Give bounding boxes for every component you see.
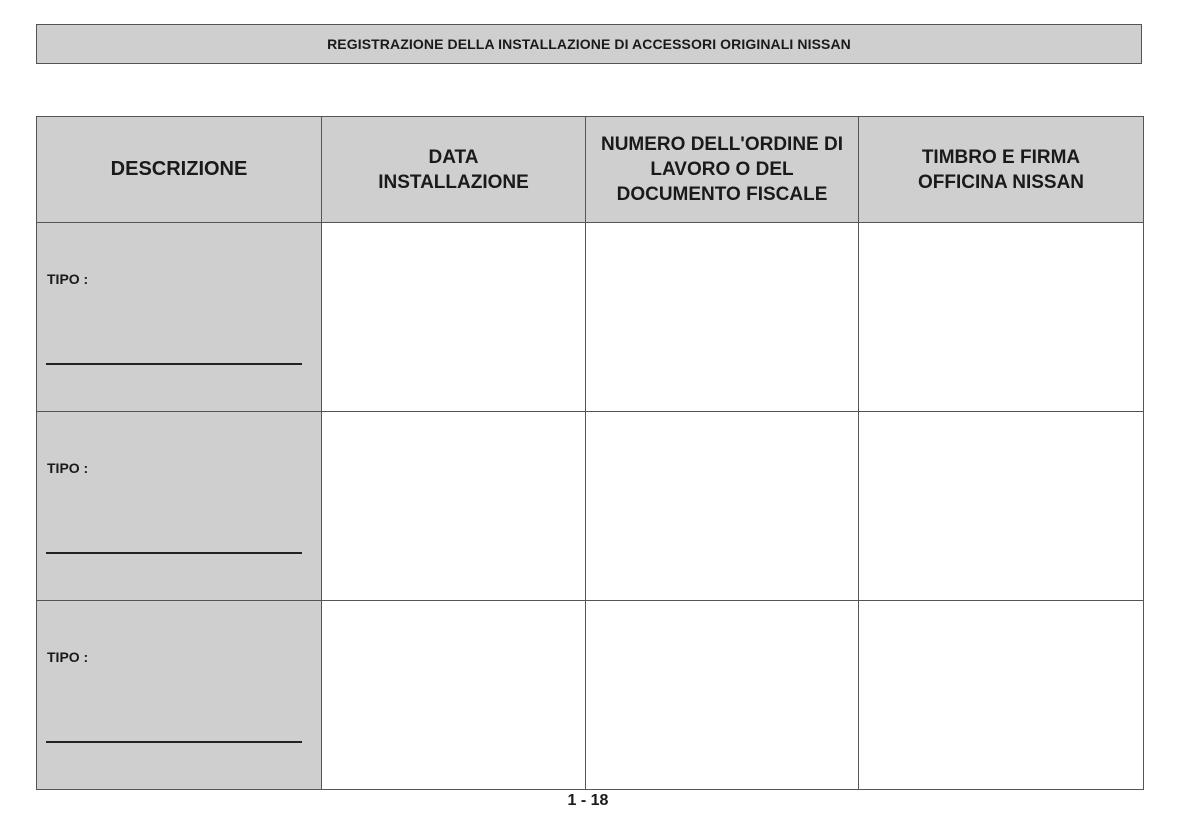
numero-ordine-cell: [586, 223, 859, 412]
document-title: [36, 24, 1142, 64]
timbro-firma-cell: [859, 601, 1144, 790]
data-installazione-cell: [322, 223, 586, 412]
header-numero-ordine: NUMERO DELL'ORDINE DI LAVORO O DEL DOCUMENTO FISCALE: [586, 117, 859, 223]
tipo-write-line: [46, 552, 302, 554]
tipo-write-line: [46, 741, 302, 743]
tipo-label: TIPO :: [47, 649, 89, 665]
page-number: 1 - 18: [567, 792, 609, 809]
header-data-installazione: DATA INSTALLAZIONE: [322, 117, 586, 223]
numero-ordine-cell: [586, 601, 859, 790]
data-installazione-cell: [322, 412, 586, 601]
accessories-installation-table: [36, 116, 1144, 790]
header-descrizione: DESCRIZIONE: [37, 117, 322, 223]
table-row: [37, 412, 1144, 601]
data-installazione-cell: [322, 601, 586, 790]
table-row: [37, 601, 1144, 790]
tipo-write-line: [46, 363, 302, 365]
document-title-text: REGISTRAZIONE DELLA INSTALLAZIONE DI ACCESSORI ORIGINALI NISSAN: [327, 36, 851, 52]
numero-ordine-cell: [586, 412, 859, 601]
table-header-row: [37, 117, 1144, 223]
timbro-firma-cell: [859, 223, 1144, 412]
table-row: [37, 223, 1144, 412]
timbro-firma-cell: [859, 412, 1144, 601]
header-timbro-firma: TIMBRO E FIRMA OFFICINA NISSAN: [859, 117, 1144, 223]
descrizione-cell: [37, 223, 322, 412]
descrizione-cell: [37, 601, 322, 790]
tipo-label: TIPO :: [47, 460, 89, 476]
descrizione-cell: [37, 412, 322, 601]
tipo-label: TIPO :: [47, 271, 89, 287]
